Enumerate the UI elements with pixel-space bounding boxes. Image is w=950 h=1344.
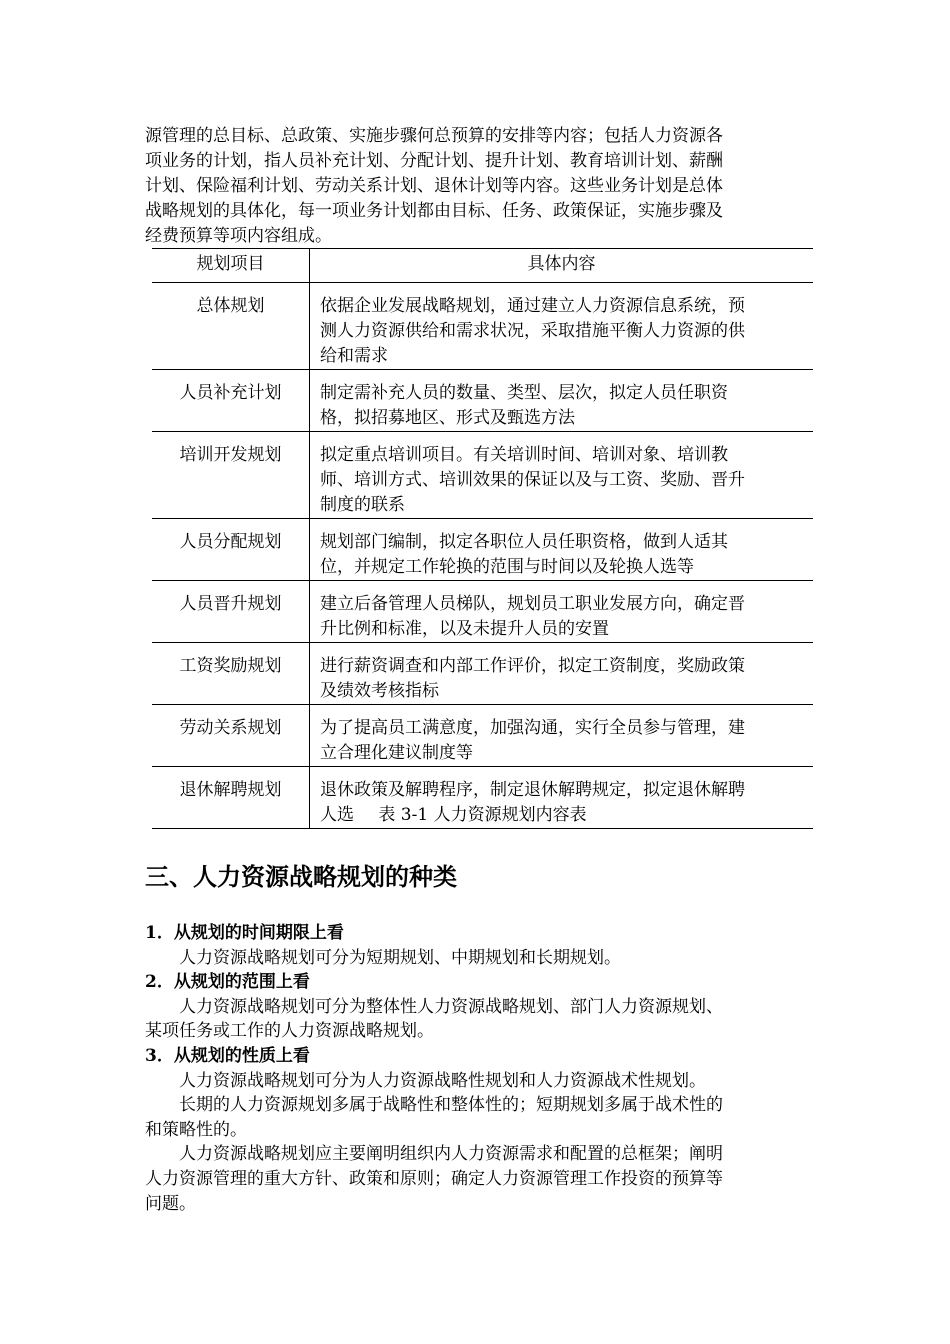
content-line: 规划部门编制，拟定各职位人员任职资格，做到人适其 (320, 532, 728, 552)
row-item-cell: 工资奖励规划 (152, 643, 310, 705)
content-line: 师、培训方式、培训效果的保证以及与工资、奖励、晋升 (320, 470, 745, 490)
table-row (152, 283, 813, 370)
subheading: 3．从规划的性质上看 (145, 1045, 310, 1066)
paragraph-line: 某项任务或工作的人力资源战略规划。 (145, 1021, 434, 1042)
row-item-cell: 人员晋升规划 (152, 581, 310, 643)
subheading: 2．从规划的范围上看 (145, 972, 310, 993)
content-line: 制定需补充人员的数量、类型、层次，拟定人员任职资 (320, 383, 728, 403)
content-line: 人选 (320, 805, 354, 825)
intro-line: 经费预算等项内容组成。 (145, 226, 332, 246)
paragraph-line: 问题。 (145, 1193, 196, 1214)
row-content-cell (310, 370, 814, 432)
section-heading: 三、人力资源战略规划的种类 (145, 863, 457, 891)
subheading: 1．从规划的时间期限上看 (145, 923, 344, 943)
row-item-cell: 退休解聘规划 (152, 767, 310, 829)
content-line: 格，拟招募地区、形式及甄选方法 (320, 408, 575, 428)
row-content-cell (310, 283, 814, 370)
paragraph-line: 人力资源战略规划可分为短期规划、中期规划和长期规划。 (179, 947, 621, 968)
row-item-cell: 劳动关系规划 (152, 705, 310, 767)
content-line: 拟定重点培训项目。有关培训时间、培训对象、培训教 (320, 445, 728, 465)
content-line: 测人力资源供给和需求状况，采取措施平衡人力资源的供 (320, 321, 745, 341)
paragraph-line: 人力资源战略规划可分为人力资源战略性规划和人力资源战术性规划。 (179, 1070, 706, 1091)
content-line: 制度的联系 (320, 495, 405, 515)
row-content-cell (310, 705, 814, 767)
section-body (145, 921, 813, 1216)
intro-line: 计划、保险福利计划、劳动关系计划、退休计划等内容。这些业务计划是总体 (145, 176, 723, 196)
row-item-cell: 人员分配规划 (152, 519, 310, 581)
content-line: 给和需求 (320, 346, 388, 366)
table-row (152, 519, 813, 581)
table-row (152, 581, 813, 643)
content-line: 升比例和标准，以及未提升人员的安置 (320, 619, 609, 639)
paragraph-line: 人力资源管理的重大方针、政策和原则；确定人力资源管理工作投资的预算等 (145, 1168, 723, 1189)
content-line: 退休政策及解聘程序，制定退休解聘规定，拟定退休解聘 (320, 780, 745, 800)
paragraph-line: 人力资源战略规划应主要阐明组织内人力资源需求和配置的总框架；阐明 (179, 1144, 723, 1165)
table-row (152, 370, 813, 432)
table-row (152, 432, 813, 519)
intro-line: 源管理的总目标、总政策、实施步骤何总预算的安排等内容；包括人力资源各 (145, 126, 723, 146)
row-content-cell (310, 432, 814, 519)
column-header-item: 规划项目 (152, 249, 310, 283)
planning-content-table (152, 248, 813, 829)
content-line: 立合理化建议制度等 (320, 743, 473, 763)
table-header-row (152, 249, 813, 283)
row-item-cell: 总体规划 (152, 283, 310, 370)
row-content-cell (310, 581, 814, 643)
row-item-cell: 培训开发规划 (152, 432, 310, 519)
content-line: 位，并规定工作轮换的范围与时间以及轮换人选等 (320, 557, 694, 577)
column-header-content: 具体内容 (310, 249, 814, 283)
content-line: 为了提高员工满意度，加强沟通，实行全员参与管理，建 (320, 718, 745, 738)
paragraph-line: 和策略性的。 (145, 1119, 247, 1140)
table-row (152, 643, 813, 705)
intro-paragraph (145, 124, 813, 249)
content-line: 依据企业发展战略规划，通过建立人力资源信息系统，预 (320, 296, 745, 316)
row-content-cell (310, 519, 814, 581)
content-line: 及绩效考核指标 (320, 681, 439, 701)
table-row (152, 705, 813, 767)
row-content-cell (310, 643, 814, 705)
content-line: 建立后备管理人员梯队，规划员工职业发展方向，确定晋 (320, 594, 745, 614)
paragraph-line: 长期的人力资源规划多属于战略性和整体性的；短期规划多属于战术性的 (179, 1095, 723, 1116)
row-item-cell: 人员补充计划 (152, 370, 310, 432)
table-caption: 表 3-1 人力资源规划内容表 (378, 805, 587, 825)
intro-line: 项业务的计划，指人员补充计划、分配计划、提升计划、教育培训计划、薪酬 (145, 151, 723, 171)
intro-line: 战略规划的具体化，每一项业务计划都由目标、任务、政策保证，实施步骤及 (145, 201, 723, 221)
content-line: 进行薪资调查和内部工作评价，拟定工资制度，奖励政策 (320, 656, 745, 676)
paragraph-line: 人力资源战略规划可分为整体性人力资源战略规划、部门人力资源规划、 (179, 996, 723, 1017)
